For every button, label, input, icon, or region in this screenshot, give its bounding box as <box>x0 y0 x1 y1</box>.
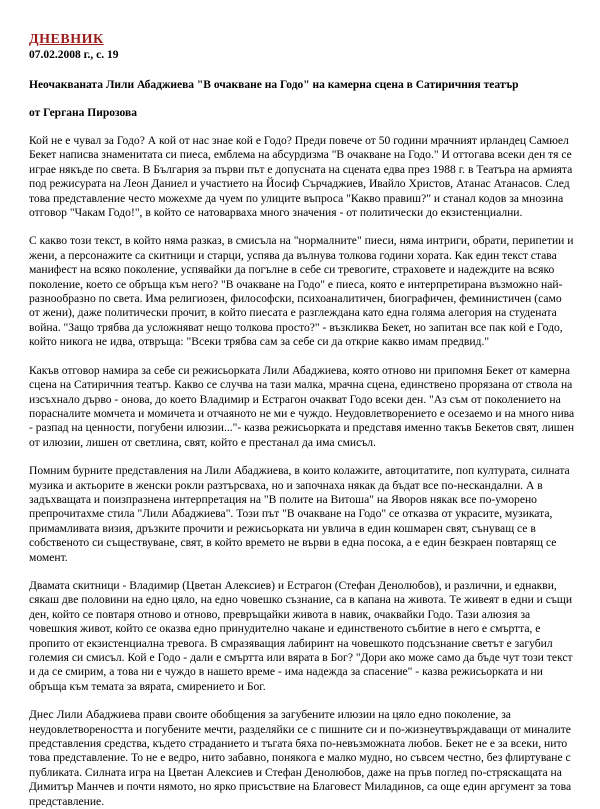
article-paragraph: С какво този текст, в който няма разказ, в смисъла на "нормалните" пиеси, няма интриги, обрати, перипетии и жени, а персонажите са скитници и старци, успява да вълнува толкова години хората. Как един текст става манифест на всяко поколение, успявайки да погълне в себе си тревогите, страховете и надеждите на всяко поколение, което се обръща към него? "В очакване на Годо" е пиеса, която е интерпретирана възможно най-разнообразно по света. Има религиозен, философски, психоаналитичен, биографичен, феминистичен (само от жени), даже политически прочит, в който пиесата е разглеждана като една голяма алегория на студената война. "Защо трябва да усложняват нещо толкова просто?" - възкликва Бекет, но запитан все пак кой е Годо, който никога не идва, отвръща: "Всеки трябва сам за себе си да открие какво имам предвид." <box>29 234 574 349</box>
article-paragraph: Какъв отговор намира за себе си режисьорката Лили Абаджиева, която отново ни припомня Бекет от камерна сцена на Сатиричния театър. Какво се случва на тази малка, мрачна сцена, единствено прорязана от ствола на изсъхнало дърво - онова, до което Владимир и Естрагон очакват Годо всеки ден. "Аз съм от поколението на порасналите момчета и момичета и отчаяното не ми е чуждо. Неудовлетворението е осезаемо и на много нива - разпад на ценности, погубени илюзии..."- казва режисьорката и представя именно такъв Бекетов свят, лишен от илюзии, лишен от светлина, свят, който е престанал да има смисъл. <box>29 363 575 449</box>
article-page <box>29 30 575 809</box>
article-body <box>29 134 575 809</box>
article-paragraph: Помним бурните представления на Лили Абаджиева, в които колажите, автоцитатите, поп културата, силната музика и актьорите в женски рокли разтърсваха, но и започнаха някак да бъдат все по-нескандални. А в задъхващата и поизпразнена интерпретация на "В полите на Витоша" на Яворов някак все по-уморено препрочитахме стила "Лили Абаджиева". Този път "В очакване на Годо" се отказва от украсите, музиката, примамливата визия, дръзките прочити и режисьорката ни увлича в един кошмарен свят, сънуващ се в собственото си съществуване, свят, в който времето не върви в една посока, а е един безкраен повтарящ се момент. <box>29 464 570 564</box>
source-logo[interactable]: ДНЕВНИК <box>29 32 104 47</box>
article-paragraph: Кой не е чувал за Годо? А кой от нас знае кой е Годо? Преди повече от 50 години мрачният ирландец Самюел Бекет написва знаменитата си пиеса, емблема на абсурдизма "В очакване на Годо." И оттогава всеки ден тя се играе някъде по света. В България за първи път е допусната на сцената едва през 1988 г. в Театъра на армията под режисурата на Леон Даниел и участието на Йосиф Сърчаджиев, Ивайло Христов, Атанас Атанасов. След това представление често можехме да чуем по улиците въпроса "Какво правиш?" и станал кодов за мнозина отговор "Чакам Годо!", в който се натоварваха много значения - от политически до екзистенциални. <box>29 134 573 220</box>
publication-date: 07.02.2008 г., с. 19 <box>29 49 119 61</box>
article-byline: от Гергана Пирозова <box>29 107 137 119</box>
article-paragraph: Днес Лили Абаджиева прави своите обобщения за загубените илюзии на цяло едно поколение, за неудовлетвореността и погубените мечти, разделяйки се с пишните си и по-жизнеутвърждаващи от миналите представления средства, където страданието и тъгата бяха по-невъзможната любов. Бекет не е за всеки, нито това представление. То не е ведро, нито забавно, понякога е малко мудно, но съвсем честно, без флиртуване с публиката. Силната игра на Цветан Алексиев и Стефан Денолюбов, даже на пръв поглед по-стряскащата на Димитър Манчев и почти нямото, но ярко присъствие на Благовест Миладинов, са още един аргумент за това представление. <box>29 708 572 808</box>
article-paragraph: Двамата скитници - Владимир (Цветан Алексиев) и Естрагон (Стефан Денолюбов), и различни, и еднакви, сякаш две половини на едно цяло, на едно човешко съзнание, са в капана на живота. Те живеят в едни и същи ден, който се повтаря отново и отново, превръщайки живота в навик, очаквайки Годо. Тази алюзия за човешкия живот, който се оказва едно принудително чакане и единственото събитие в него е смъртта, е пропито от екзистенциална тревога. В смразяващия лабиринт на човешкото подсъзнание светът е загубил големия си смисъл. Кой е Годо - дали е смъртта или вярата в Бог? "Дори ако може само да бъде чут този текст и да се смирим, а това ни е чуждо в нашето време - има надежда за спасение" - казва режисьорката и ни обръща към темата за вярата, смирението и Бог. <box>29 578 573 693</box>
article-headline: Неочакваната Лили Абаджиева "В очакване на Годо" на камерна сцена в Сатиричния театър <box>29 79 519 91</box>
